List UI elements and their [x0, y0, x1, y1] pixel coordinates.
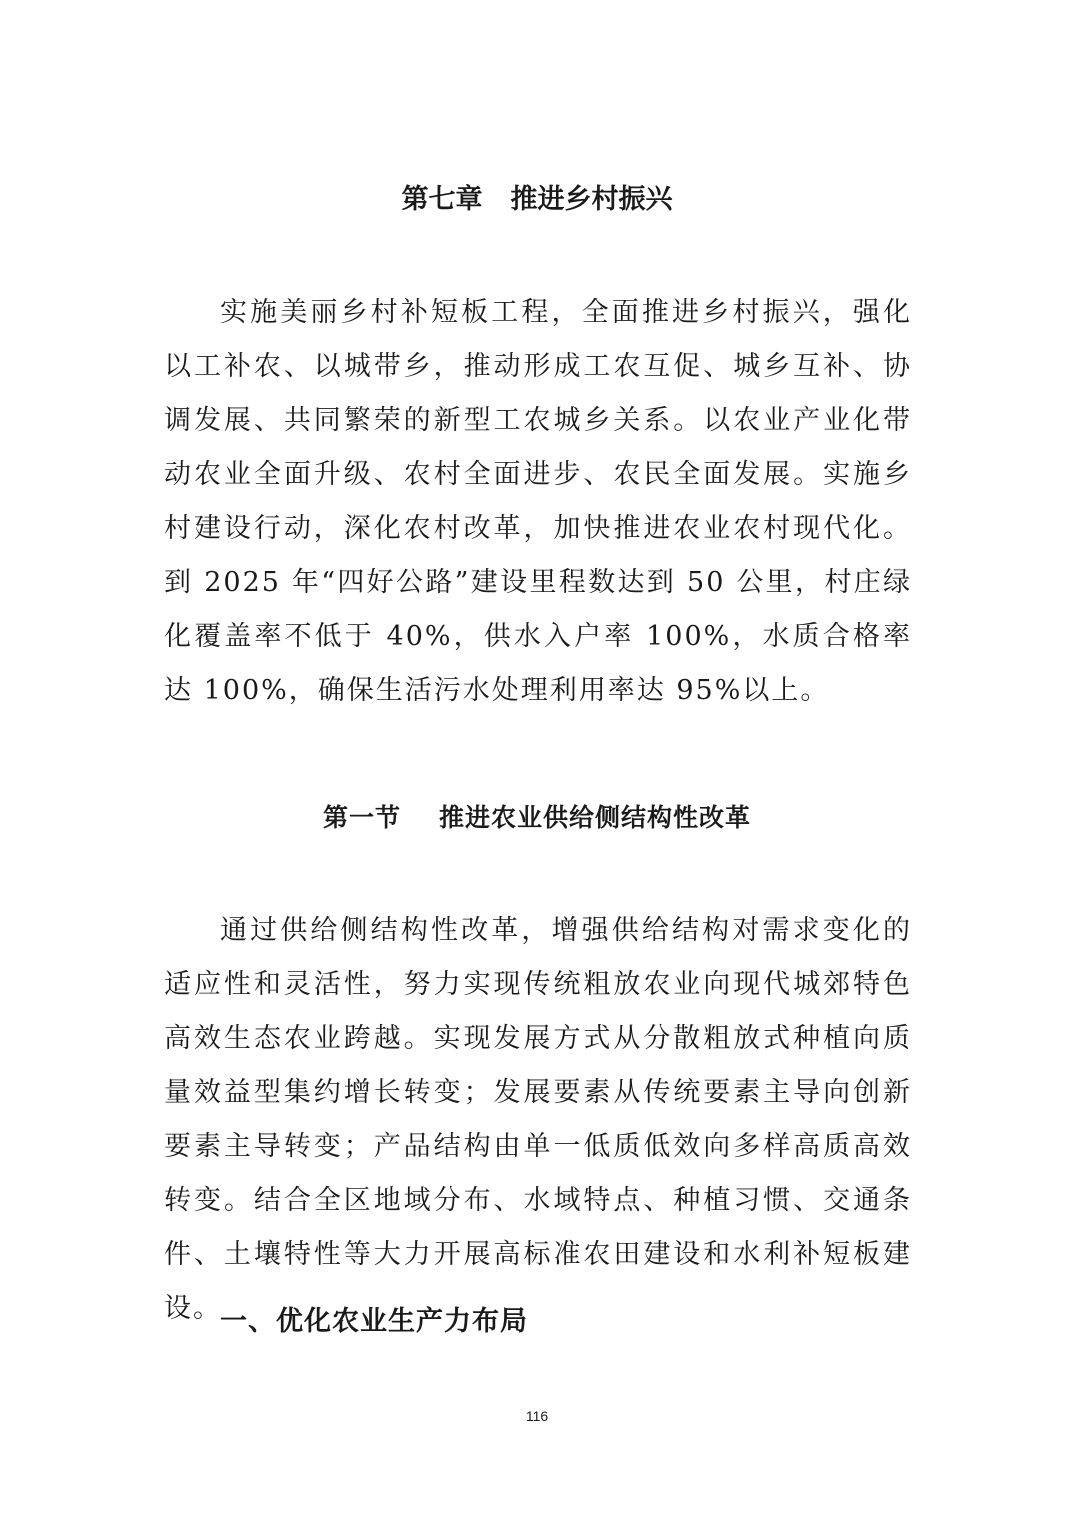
section-number: 第一节 [322, 803, 401, 832]
section-title [0, 796, 1074, 840]
intro-paragraph: 实施美丽乡村补短板工程，全面推进乡村振兴，强化以工补农、以城带乡，推动形成工农互促、城乡互补、协调发展、共同繁荣的新型工农城乡关系。以农业产业化带动农业全面升级、农村全面进步、农民全面发展。实施乡村建设行动，深化农村改革，加快推进农业农村现代化。到 2025 年“四好公路”建设里程数达到 50 公里，村庄绿化覆盖率不低于 40%，供水入户率 100%，水质合格率达 100%，确保生活污水处理利用率达 95%以上。 [164, 297, 912, 706]
subsection-title: 一、优化农业生产力布局 [220, 1306, 528, 1337]
section-paragraph: 通过供给侧结构性改革，增强供给结构对需求变化的适应性和灵活性，努力实现传统粗放农业向现代城郊特色高效生态农业跨越。实现发展方式从分散粗放式种植向质量效益型集约增长转变；发展要素从传统要素主导向创新要素主导转变；产品结构由单一低质低效向多样高质高效转变。结合全区地域分布、水域特点、种植习惯、交通条件、土壤特性等大力开展高标准农田建设和水利补短板建设。 [164, 915, 912, 1324]
chapter-name: 推进乡村振兴 [510, 184, 673, 215]
chapter-number: 第七章 [401, 184, 483, 215]
page-number: 116 [525, 1408, 549, 1424]
chapter-title [0, 178, 1074, 222]
section-name: 推进农业供给侧结构性改革 [439, 803, 752, 832]
